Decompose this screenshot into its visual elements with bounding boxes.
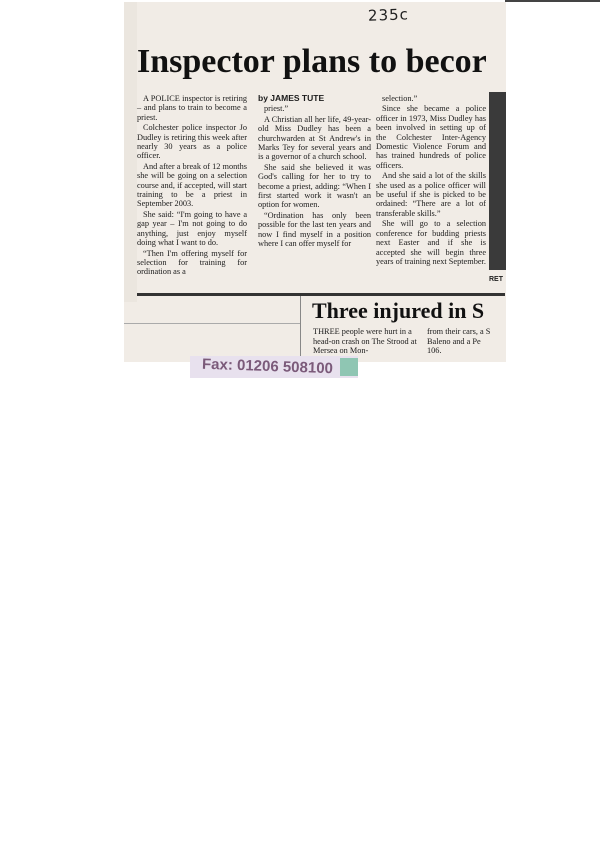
paragraph: selection.” bbox=[382, 94, 418, 103]
paragraph: And after a break of 12 months she will be going on a selection course and, if accepted, will start training to be a priest in September 2003. bbox=[137, 161, 247, 209]
clipping-fold bbox=[124, 2, 137, 302]
page-edge-line bbox=[505, 0, 600, 2]
paragraph: She will go to a selection conference for budding priests next Easter and if she is accepted she will begin three years of training next September. bbox=[376, 219, 486, 266]
second-article-column-2 bbox=[427, 327, 507, 356]
article-column-2 bbox=[258, 94, 371, 250]
paragraph: She said: “I'm going to have a gap year – I'm not going to do anything, just enjoy myself doing what I want to do. bbox=[137, 209, 247, 248]
advert-fax-text: Fax: 01206 508100 bbox=[201, 356, 334, 378]
paragraph: “Ordination has only been possible for the last ten years and now I find myself in a position where I can offer myself for bbox=[258, 210, 371, 249]
paragraph: She said she believed it was God's calling for her to try to become a priest, adding: “When I first started work it wasn't an option for women. bbox=[258, 162, 371, 210]
article-column-3 bbox=[376, 94, 486, 267]
text-line: Baleno and a Pe bbox=[427, 336, 481, 346]
byline: by JAMES TUTE bbox=[258, 93, 325, 103]
text-line: 106. bbox=[427, 346, 442, 356]
article-headline: Inspector plans to becor bbox=[137, 43, 487, 80]
box-divider-horizontal bbox=[124, 323, 300, 324]
second-article-column-1: THREE people were hurt in a head-on crash on The Strood at Mersea on Mon- bbox=[313, 327, 417, 356]
second-article-headline: Three injured in S bbox=[312, 298, 485, 323]
paragraph: Since she became a police officer in 1973, Miss Dudley has been involved in setting up of the Colchester Inter-Agency Domestic Violence Forum and has trained hundreds of police officers. bbox=[376, 104, 486, 170]
paragraph: A Christian all her life, 49-year-old Miss Dudley has been a churchwarden at St Andrew's in Marks Tey for several years and is a governor of a church school. bbox=[258, 114, 371, 162]
photo-caption: RET bbox=[489, 276, 503, 283]
paragraph: Colchester police inspector Jo Dudley is retiring this week after nearly 30 years as a police officer. bbox=[137, 123, 247, 161]
handwritten-note: 235c bbox=[367, 5, 410, 25]
paragraph: A POLICE inspector is retiring – and plans to train to become a priest. bbox=[137, 94, 247, 122]
text-line: from their cars, a S bbox=[427, 327, 491, 336]
box-divider-vertical bbox=[300, 296, 301, 360]
article-column-1 bbox=[137, 94, 247, 278]
paragraph: And she said a lot of the skills she used as a police officer will be useful if she is picked to be ordained: “There are a lot of transferable skills.” bbox=[376, 171, 486, 218]
article-photo bbox=[489, 92, 506, 270]
paragraph: “Then I'm offering myself for selection for training for ordination as a bbox=[137, 248, 247, 277]
section-rule bbox=[137, 293, 505, 296]
advert-strip bbox=[190, 356, 358, 378]
paragraph: priest.” bbox=[264, 104, 289, 114]
advert-accent bbox=[340, 358, 358, 376]
